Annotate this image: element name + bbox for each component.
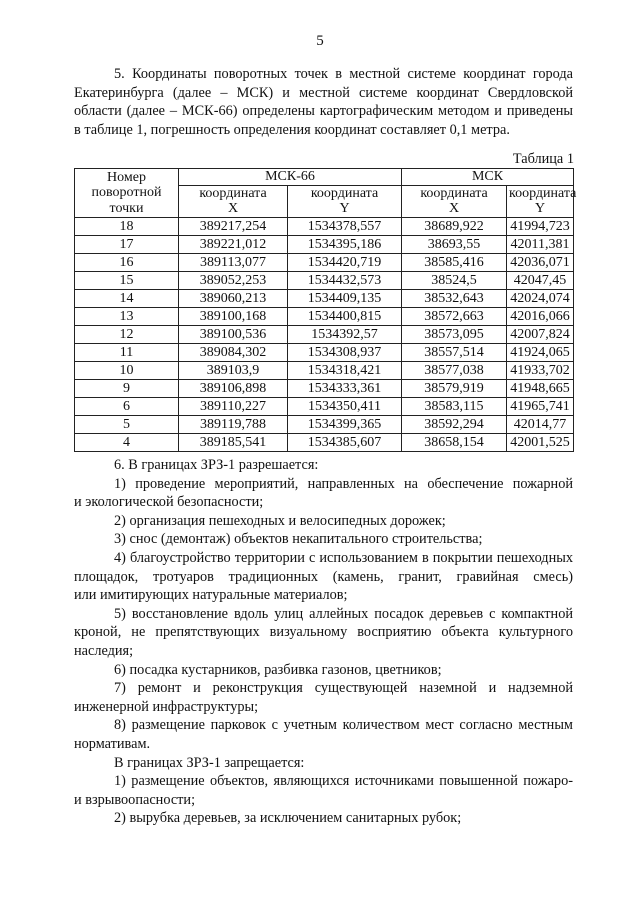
point-number-cell: 13 <box>75 307 179 325</box>
msk-y-cell: 41948,665 <box>507 379 574 397</box>
msk-y-cell: 42001,525 <box>507 433 574 451</box>
point-number-cell: 10 <box>75 361 179 379</box>
point-number-cell: 14 <box>75 289 179 307</box>
msk66-x-cell: 389100,536 <box>179 325 288 343</box>
table-body <box>75 217 574 451</box>
msk66-y-cell: 1534350,411 <box>288 397 402 415</box>
msk-header: МСК <box>402 169 574 186</box>
table-row <box>75 253 574 271</box>
msk66-x-cell: 389217,254 <box>179 217 288 235</box>
header-line: Номер <box>107 169 146 185</box>
table-row <box>75 217 574 235</box>
header-line: Y <box>534 201 546 216</box>
table-row <box>75 325 574 343</box>
msk-y-cell: 42016,066 <box>507 307 574 325</box>
msk-x-cell: 38577,038 <box>402 361 507 379</box>
table-row <box>75 289 574 307</box>
msk-x-cell: 38585,416 <box>402 253 507 271</box>
list-item-line: 1) размещение объектов, являющихся источниками повышенной пожаро- <box>114 773 573 790</box>
msk-x-cell: 38573,095 <box>402 325 507 343</box>
table-row <box>75 343 574 361</box>
msk66-y-cell: 1534308,937 <box>288 343 402 361</box>
msk-y-cell: 41965,741 <box>507 397 574 415</box>
msk-y-cell: 42047,45 <box>507 271 574 289</box>
msk66-x-cell: 389100,168 <box>179 307 288 325</box>
msk-x-cell: 38592,294 <box>402 415 507 433</box>
msk66-y-cell: 1534395,186 <box>288 235 402 253</box>
header-line: координата <box>509 185 577 201</box>
intro-line: 5. Координаты поворотных точек в местной системе координат города <box>114 66 573 82</box>
list-item-line: кроной, не препятствующих визуальному восприятию объекта культурного <box>74 624 573 641</box>
msk-x-cell: 38524,5 <box>402 271 507 289</box>
msk-x-cell: 38689,922 <box>402 217 507 235</box>
msk-y-cell: 42036,071 <box>507 253 574 271</box>
list-item-line: 6) посадка кустарников, разбивка газонов, цветников; <box>114 661 442 678</box>
point-number-cell: 15 <box>75 271 179 289</box>
point-number-cell: 4 <box>75 433 179 451</box>
point-number-header <box>75 169 179 218</box>
list-item-line: площадок, тротуаров традиционных (камень, гранит, гравийная смесь) <box>74 568 573 585</box>
msk-y-cell: 42014,77 <box>507 415 574 433</box>
intro-line: области (далее – МСК-66) определены картографическим методом и приведены <box>74 103 573 120</box>
list-item-line: 2) вырубка деревьев, за исключением санитарных рубок; <box>114 810 462 827</box>
point-number-cell: 5 <box>75 415 179 433</box>
msk66-x-header <box>179 185 288 217</box>
table-row <box>75 271 574 289</box>
msk66-y-cell: 1534392,57 <box>288 325 402 343</box>
msk66-x-cell: 389103,9 <box>179 361 288 379</box>
msk-x-cell: 38693,55 <box>402 235 507 253</box>
list-item-line: инженерной инфраструктуры; <box>74 698 259 715</box>
msk-x-cell: 38583,115 <box>402 397 507 415</box>
table-row <box>75 397 574 415</box>
msk66-y-cell: 1534378,557 <box>288 217 402 235</box>
msk66-x-cell: 389106,898 <box>179 379 288 397</box>
msk66-x-cell: 389221,012 <box>179 235 288 253</box>
coordinates-table <box>74 168 577 452</box>
intro-line: в таблице 1, погрешность определения координат составляет 0,1 метра. <box>74 121 510 138</box>
forbidden-heading: В границах ЗРЗ-1 запрещается: <box>114 754 305 771</box>
table-row <box>75 361 574 379</box>
point-number-cell: 11 <box>75 343 179 361</box>
list-item-line: 1) проведение мероприятий, направленных на обеспечение пожарной <box>114 475 573 492</box>
list-item-line: 7) ремонт и реконструкция существующей наземной и надземной <box>114 680 573 697</box>
intro-line: Екатеринбурга (далее – МСК) и местной системе координат Свердловской <box>74 84 573 101</box>
point-number-cell: 16 <box>75 253 179 271</box>
msk66-x-cell: 389110,227 <box>179 397 288 415</box>
msk66-y-cell: 1534385,607 <box>288 433 402 451</box>
list-item-line: 3) снос (демонтаж) объектов некапитального строительства; <box>114 531 483 548</box>
list-item-line: наследия; <box>74 642 134 659</box>
msk-y-cell: 41994,723 <box>507 217 574 235</box>
list-item-line: 5) восстановление вдоль улиц аллейных посадок деревьев с компактной <box>114 605 573 622</box>
msk-y-cell: 42024,074 <box>507 289 574 307</box>
section-6 <box>74 456 573 828</box>
msk-x-header <box>402 185 507 217</box>
table-caption: Таблица 1 <box>512 151 574 167</box>
msk-x-cell: 38579,919 <box>402 379 507 397</box>
msk66-x-cell: 389052,253 <box>179 271 288 289</box>
msk-y-cell: 42007,824 <box>507 325 574 343</box>
msk-y-cell: 41933,702 <box>507 361 574 379</box>
msk66-y-cell: 1534420,719 <box>288 253 402 271</box>
msk-x-cell: 38572,663 <box>402 307 507 325</box>
list-item-line: 4) благоустройство территории с использованием в покрытии пешеходных <box>114 549 573 566</box>
header-line: координата <box>310 185 379 201</box>
header-line: X <box>227 201 239 216</box>
point-number-cell: 17 <box>75 235 179 253</box>
msk-y-cell: 41924,065 <box>507 343 574 361</box>
msk66-y-cell: 1534409,135 <box>288 289 402 307</box>
header-line: Y <box>339 201 350 216</box>
header-line: точки <box>109 200 144 216</box>
msk66-y-cell: 1534432,573 <box>288 271 402 289</box>
msk66-x-cell: 389113,077 <box>179 253 288 271</box>
msk66-y-cell: 1534318,421 <box>288 361 402 379</box>
list-item-line: и экологической безопасности; <box>74 494 264 511</box>
msk66-x-cell: 389185,541 <box>179 433 288 451</box>
point-number-cell: 6 <box>75 397 179 415</box>
table-row <box>75 433 574 451</box>
msk-x-cell: 38658,154 <box>402 433 507 451</box>
page-number: 5 <box>316 33 324 49</box>
msk66-x-cell: 389060,213 <box>179 289 288 307</box>
list-item-line: или имитирующих натуральные материалов; <box>74 587 348 604</box>
table-row <box>75 235 574 253</box>
header-line: координата <box>199 185 267 201</box>
table-row <box>75 415 574 433</box>
msk66-y-cell: 1534333,361 <box>288 379 402 397</box>
header-line: координата <box>420 185 488 201</box>
point-number-cell: 18 <box>75 217 179 235</box>
msk66-y-cell: 1534400,815 <box>288 307 402 325</box>
point-number-cell: 9 <box>75 379 179 397</box>
msk66-header: МСК-66 <box>179 169 402 186</box>
msk66-y-cell: 1534399,365 <box>288 415 402 433</box>
list-item-line: нормативам. <box>74 735 151 752</box>
header-line: X <box>448 201 460 216</box>
msk66-y-header <box>288 185 402 217</box>
list-item-line: и взрывоопасности; <box>74 791 196 808</box>
header-line: поворотной <box>91 185 162 200</box>
msk66-x-cell: 389119,788 <box>179 415 288 433</box>
msk66-x-cell: 389084,302 <box>179 343 288 361</box>
list-item-line: 2) организация пешеходных и велосипедных дорожек; <box>114 512 446 529</box>
point-number-cell: 12 <box>75 325 179 343</box>
table-row <box>75 307 574 325</box>
allowed-heading: 6. В границах ЗРЗ-1 разрешается: <box>114 457 319 473</box>
msk-x-cell: 38532,643 <box>402 289 507 307</box>
list-item-line: 8) размещение парковок с учетным количеством мест согласно местным <box>114 717 573 734</box>
msk-x-cell: 38557,514 <box>402 343 507 361</box>
msk-y-header <box>507 185 577 217</box>
msk-y-cell: 42011,381 <box>507 235 574 253</box>
table-row <box>75 379 574 397</box>
